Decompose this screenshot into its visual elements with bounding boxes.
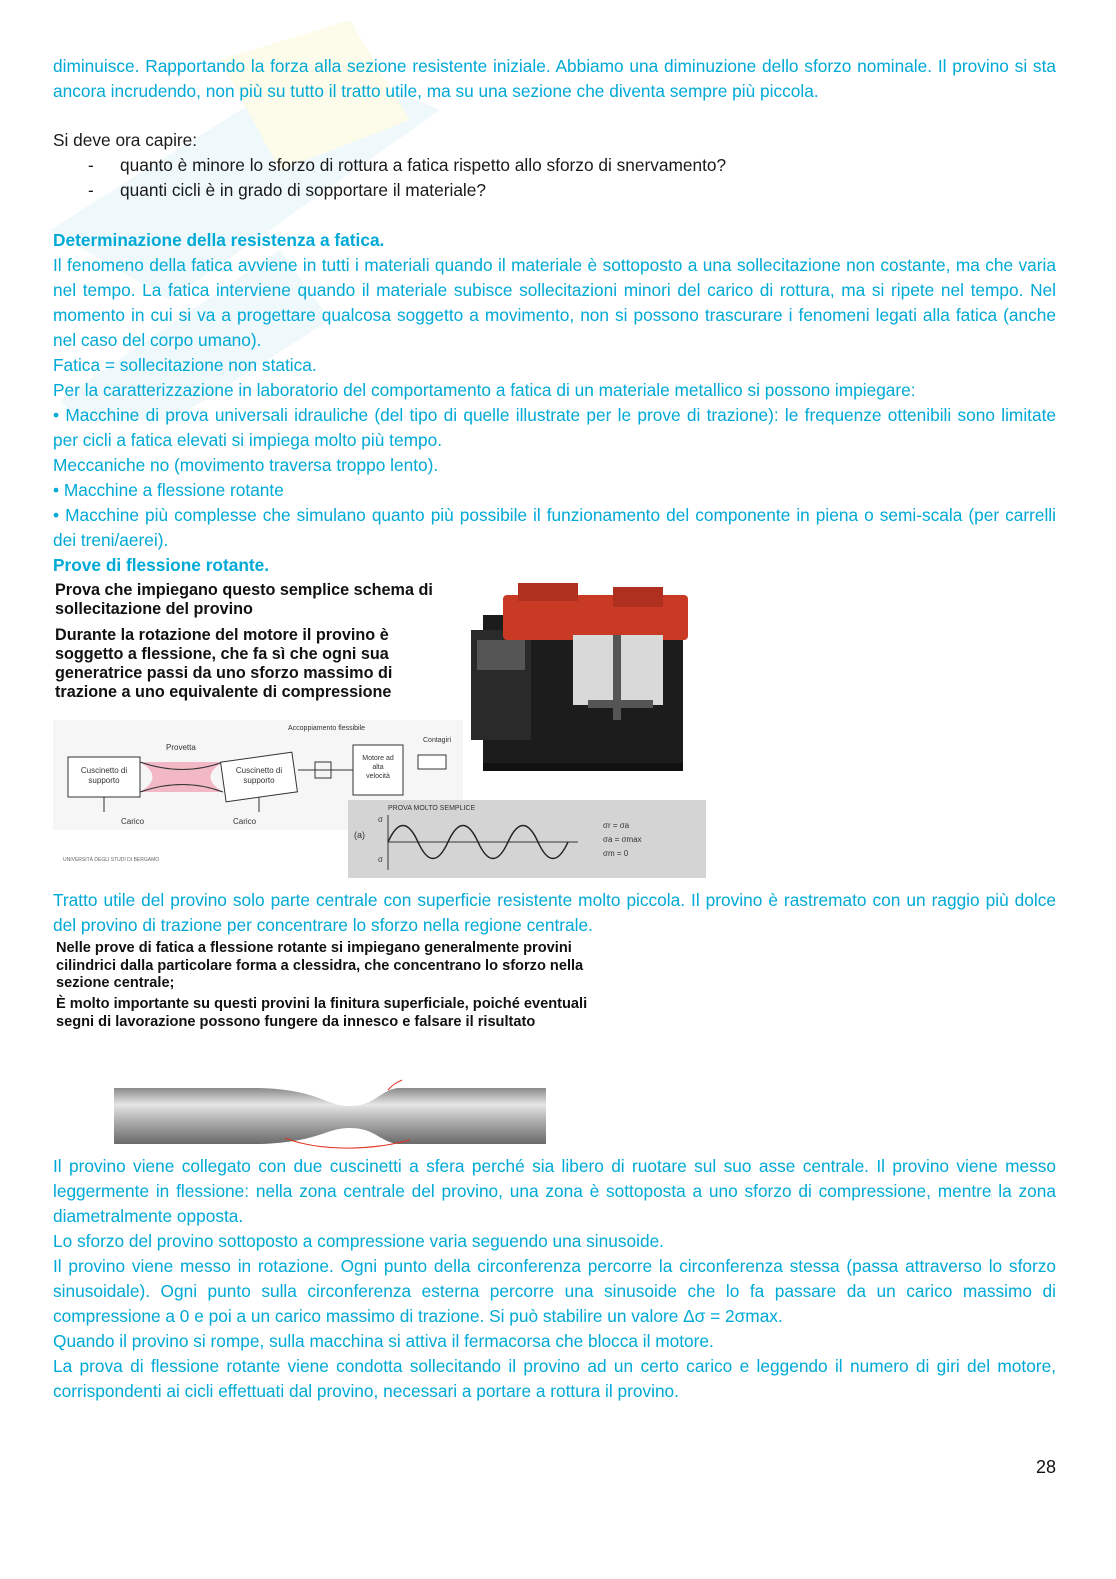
sigma-max-label: σ — [378, 815, 383, 824]
paragraph-intro: diminuisce. Rapportando la forza alla sezione resistente iniziale. Abbiamo una diminuzione dello sforzo nominale. Il provino si sta ancora incrudendo, non più su tutto il tratto utile, ma su una sezione che diventa sempre più piccola. — [53, 56, 1056, 101]
equation: σr = σa — [603, 821, 630, 830]
paragraph-question-intro: Si deve ora capire: — [53, 130, 198, 150]
label-accoppiamento: Accoppiamento flessibile — [288, 725, 366, 732]
university-logo: UNIVERSITÀ DEGLI STUDI DI BERGAMO — [63, 857, 160, 863]
figure-caption-line: sezione centrale; — [56, 975, 175, 991]
label-motore: velocità — [366, 773, 390, 780]
list-item: - quanti cicli è in grado di sopportare il materiale? — [88, 180, 486, 200]
paragraph-flessione-rotante-item: • Macchine a flessione rotante — [53, 480, 284, 500]
paragraph-fatica-def: Fatica = sollecitazione non statica. — [53, 355, 317, 375]
figure-caption-line: Durante la rotazione del motore il provino è — [55, 626, 389, 644]
label-carico-right: Carico — [233, 817, 257, 826]
label-provetta: Provetta — [166, 743, 196, 752]
label-cuscinetto-left: Cuscinetto di — [80, 766, 128, 775]
graph-note: PROVA MOLTO SEMPLICE — [388, 805, 476, 812]
figure-provini-caption — [53, 940, 613, 1040]
label-cuscinetto-right: supporto — [243, 776, 275, 785]
page-number: 28 — [1035, 1457, 1056, 1477]
heading-resistenza-fatica: Determinazione della resistenza a fatica. — [53, 230, 385, 250]
label-motore: Motore ad — [362, 755, 394, 762]
label-contagiri: Contagiri — [423, 737, 452, 744]
sinusoid-graph — [348, 800, 706, 878]
label-carico-left: Carico — [121, 817, 145, 826]
figure-caption-line: sollecitazione del provino — [55, 600, 253, 618]
paragraph-tratto-utile: Tratto utile del provino solo parte centrale con superficie resistente molto piccola. Il provino è rastremato con un raggio più dolce del provino di trazione per concentrare lo sforzo nella regione centrale. — [53, 890, 1056, 935]
specimen-photo — [110, 1078, 550, 1158]
figure-caption-line: segni di lavorazione possono fungere da innesco e falsare il risultato — [56, 1013, 536, 1030]
equation: σm = 0 — [603, 849, 629, 858]
paragraph-macchine-complesse: • Macchine più complesse che simulano quanto più possibile il funzionamento del componente in piena o semi-scala (per carrelli dei treni/aerei). — [53, 505, 1056, 550]
paragraph-meccaniche: Meccaniche no (movimento traversa troppo lento). — [53, 455, 439, 475]
equation: σa = σmax — [603, 835, 642, 844]
paragraph-rotazione: Il provino viene messo in rotazione. Ogni punto della circonferenza percorre la circonferenza stessa (passa attraverso lo sforzo sinusoidale). Ogni punto sulla circonferenza esterna percorre una sinusoide che lo fa passare da un carico massimo di compressione a 0 e poi a un carico massimo di trazione. Si può stabilire un valore Δσ = 2σmax. — [53, 1256, 1056, 1326]
graph-label-a: (a) — [354, 830, 365, 840]
figure-caption-line: soggetto a flessione, che fa sì che ogni sua — [55, 645, 389, 663]
paragraph-macchine-idrauliche: • Macchine di prova universali idrauliche (del tipo di quelle illustrate per le prove di trazione): le frequenze ottenibili sono limitate per cicli a fatica elevati si impiega molto più tempo. — [53, 405, 1056, 450]
label-cuscinetto-right: Cuscinetto di — [235, 766, 283, 775]
paragraph-caratterizzazione: Per la caratterizzazione in laboratorio del comportamento a fatica di un materiale metallico si possono impiegare: — [53, 380, 916, 400]
sigma-min-label: σ — [378, 855, 383, 864]
machine-photo — [463, 575, 706, 775]
figure-caption-line: generatrice passi da uno sforzo massimo di — [55, 664, 393, 682]
paragraph-sinusoide: Lo sforzo del provino sottoposto a compressione varia seguendo una sinusoide. — [53, 1231, 664, 1251]
figure-flessione-rotante — [53, 575, 706, 878]
paragraph-cuscinetti: Il provino viene collegato con due cuscinetti a sfera perché sia libero di ruotare sul suo asse centrale. Il provino viene messo leggermente in flessione: nella zona centrale del provino, una zona è sottoposta a uno sforzo di compressione, mentre la zona diametralmente opposta. — [53, 1156, 1056, 1226]
figure-caption-line: Nelle prove di fatica a flessione rotante si impiegano generalmente provini — [56, 940, 572, 956]
figure-caption-line: È molto importante su questi provini la finitura superficiale, poiché eventuali — [56, 996, 588, 1012]
figure-caption-line: trazione a uno equivalente di compressione — [55, 683, 392, 701]
list-item: - quanto è minore lo sforzo di rottura a fatica rispetto allo sforzo di snervamento? — [88, 155, 727, 175]
label-motore: alta — [372, 764, 384, 771]
paragraph-fatica: Il fenomeno della fatica avviene in tutti i materiali quando il materiale è sottoposto a una sollecitazione non costante, ma che varia nel tempo. La fatica interviene quando il materiale subisce sollecitazioni minori del carico di rottura, ma si ripete nel tempo. Nel momento in cui si va a progettare qualcosa soggetto a movimento, non si possono trascurare i fenomeni legati alla fatica (anche nel caso del corpo umano). — [53, 255, 1056, 350]
paragraph-fermacorsa: Quando il provino si rompe, sulla macchina si attiva il fermacorsa che blocca il motore. — [53, 1331, 714, 1351]
figure-caption-line: cilindrici dalla particolare forma a clessidra, che concentrano lo sforzo nella — [56, 957, 584, 974]
heading-flessione-rotante: Prove di flessione rotante. — [53, 555, 270, 575]
paragraph-conduzione-prova: La prova di flessione rotante viene condotta sollecitando il provino ad un certo carico e leggendo il numero di giri del motore, corrispondenti ai cicli effettuati dal provino, necessari a portare a rottura il provino. — [53, 1356, 1056, 1401]
label-cuscinetto-left: supporto — [88, 776, 120, 785]
figure-caption-line: Prova che impiegano questo semplice schema di — [55, 581, 433, 599]
